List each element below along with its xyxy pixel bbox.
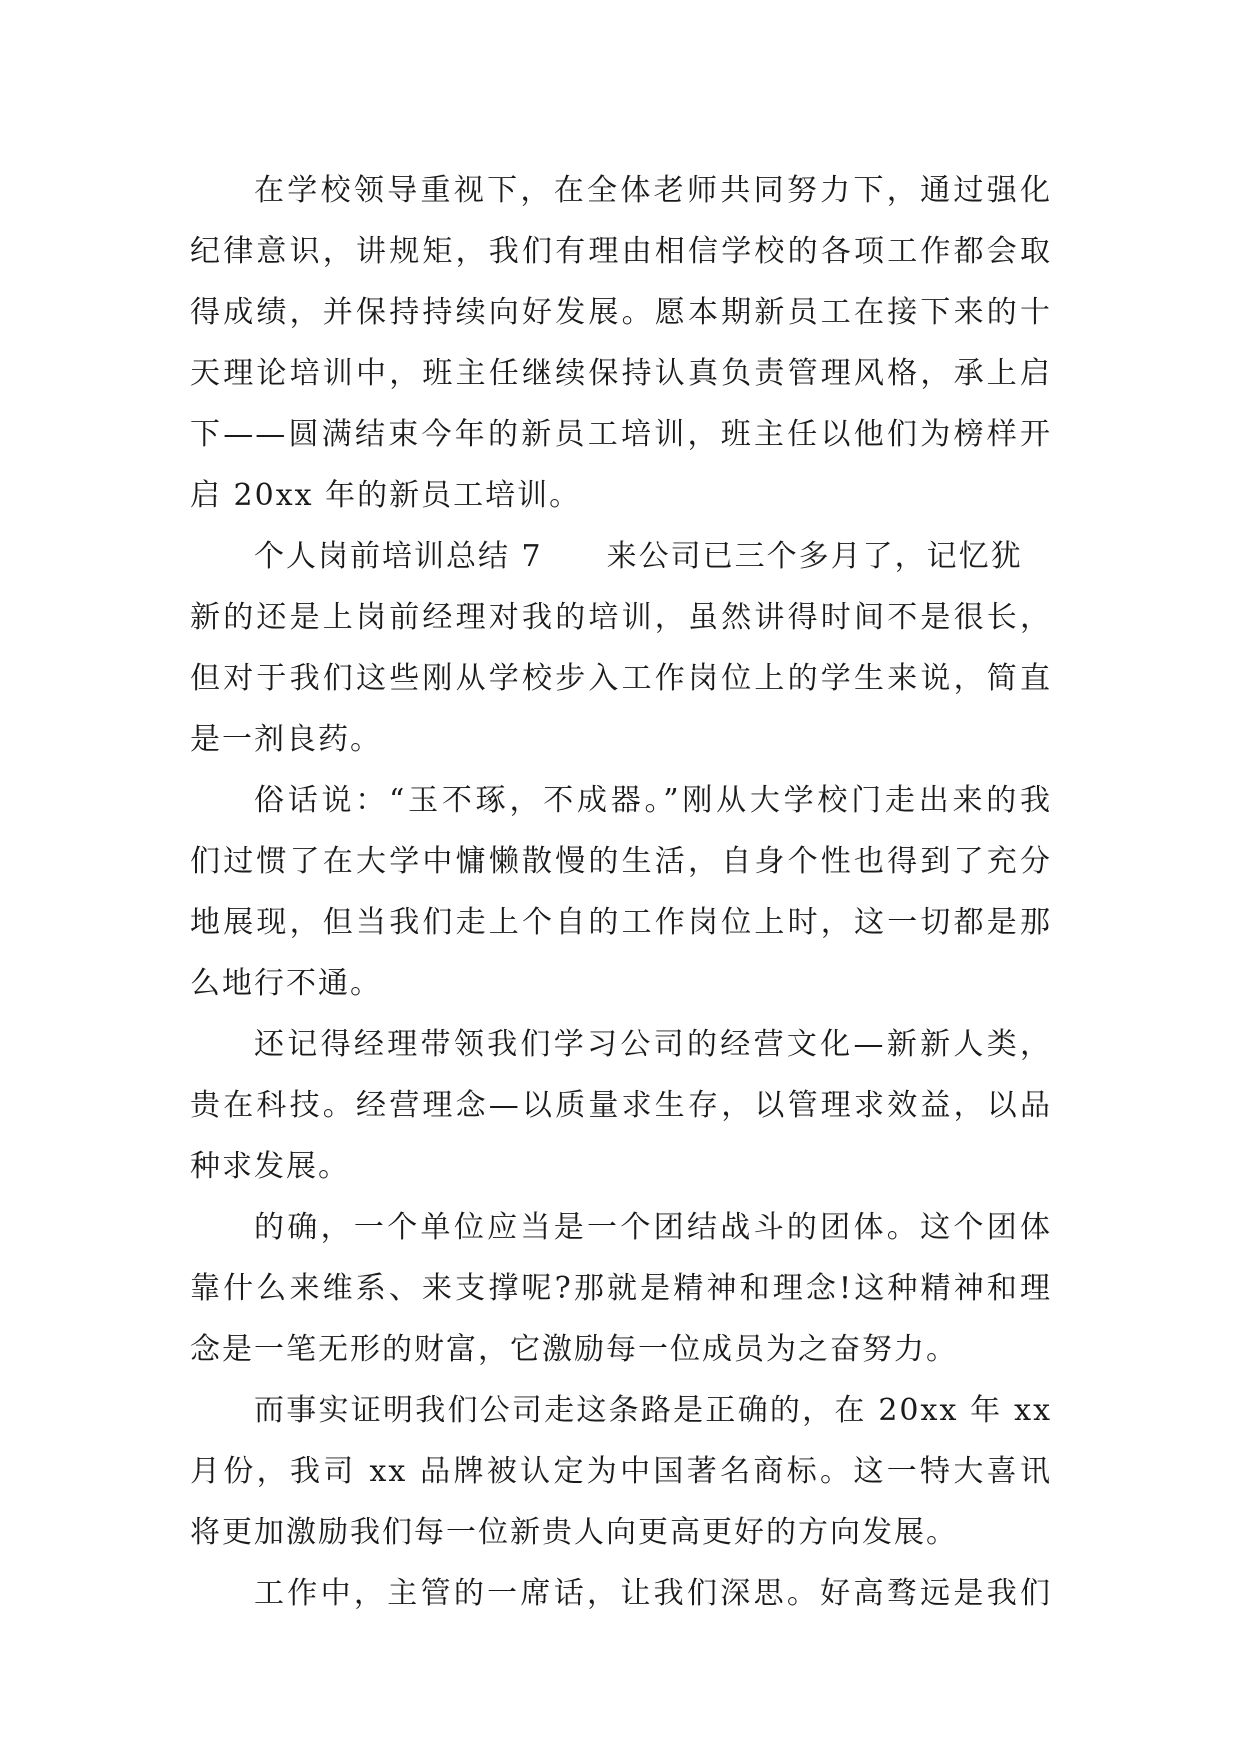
document-body bbox=[190, 160, 1052, 1624]
text-line: 的确，一个单位应当是一个团结战斗的团体。这个团体 bbox=[254, 1210, 1052, 1245]
text-line: 个人岗前培训总结 7 来公司已三个多月了，记忆犹 bbox=[254, 539, 1023, 574]
text-line: 新的还是上岗前经理对我的培训，虽然讲得时间不是很长， bbox=[190, 600, 1052, 635]
text-line: 是一剂良药。 bbox=[190, 722, 382, 757]
text-line: 在学校领导重视下，在全体老师共同努力下，通过强化 bbox=[254, 173, 1052, 208]
text-line: 月份，我司 xx 品牌被认定为中国著名商标。这一特大喜讯 bbox=[190, 1454, 1052, 1489]
text-line: 俗话说：“玉不琢，不成器。”刚从大学校门走出来的我 bbox=[254, 783, 1052, 818]
text-line: 而事实证明我们公司走这条路是正确的，在 20xx 年 xx bbox=[254, 1393, 1052, 1428]
text-line: 么地行不通。 bbox=[190, 966, 382, 1001]
text-line: 下——圆满结束今年的新员工培训，班主任以他们为榜样开 bbox=[190, 417, 1052, 452]
text-line: 还记得经理带领我们学习公司的经营文化—新新人类， bbox=[254, 1027, 1052, 1062]
text-line: 地展现，但当我们走上个自的工作岗位上时，这一切都是那 bbox=[190, 905, 1052, 940]
text-line: 贵在科技。经营理念—以质量求生存，以管理求效益，以品 bbox=[190, 1088, 1052, 1123]
text-line: 工作中，主管的一席话，让我们深思。好高骛远是我们 bbox=[254, 1576, 1052, 1611]
text-line: 启 20xx 年的新员工培训。 bbox=[190, 478, 582, 513]
text-line: 得成绩，并保持持续向好发展。愿本期新员工在接下来的十 bbox=[190, 295, 1052, 330]
text-line: 纪律意识，讲规矩，我们有理由相信学校的各项工作都会取 bbox=[190, 234, 1052, 269]
text-line: 靠什么来维系、来支撑呢?那就是精神和理念!这种精神和理 bbox=[190, 1271, 1052, 1306]
text-line: 将更加激励我们每一位新贵人向更高更好的方向发展。 bbox=[190, 1515, 958, 1550]
text-line: 种求发展。 bbox=[190, 1149, 350, 1184]
text-line: 念是一笔无形的财富，它激励每一位成员为之奋努力。 bbox=[190, 1332, 958, 1367]
text-line: 天理论培训中，班主任继续保持认真负责管理风格，承上启 bbox=[190, 356, 1052, 391]
text-line: 但对于我们这些刚从学校步入工作岗位上的学生来说，简直 bbox=[190, 661, 1052, 696]
text-line: 们过惯了在大学中慵懒散慢的生活，自身个性也得到了充分 bbox=[190, 844, 1052, 879]
